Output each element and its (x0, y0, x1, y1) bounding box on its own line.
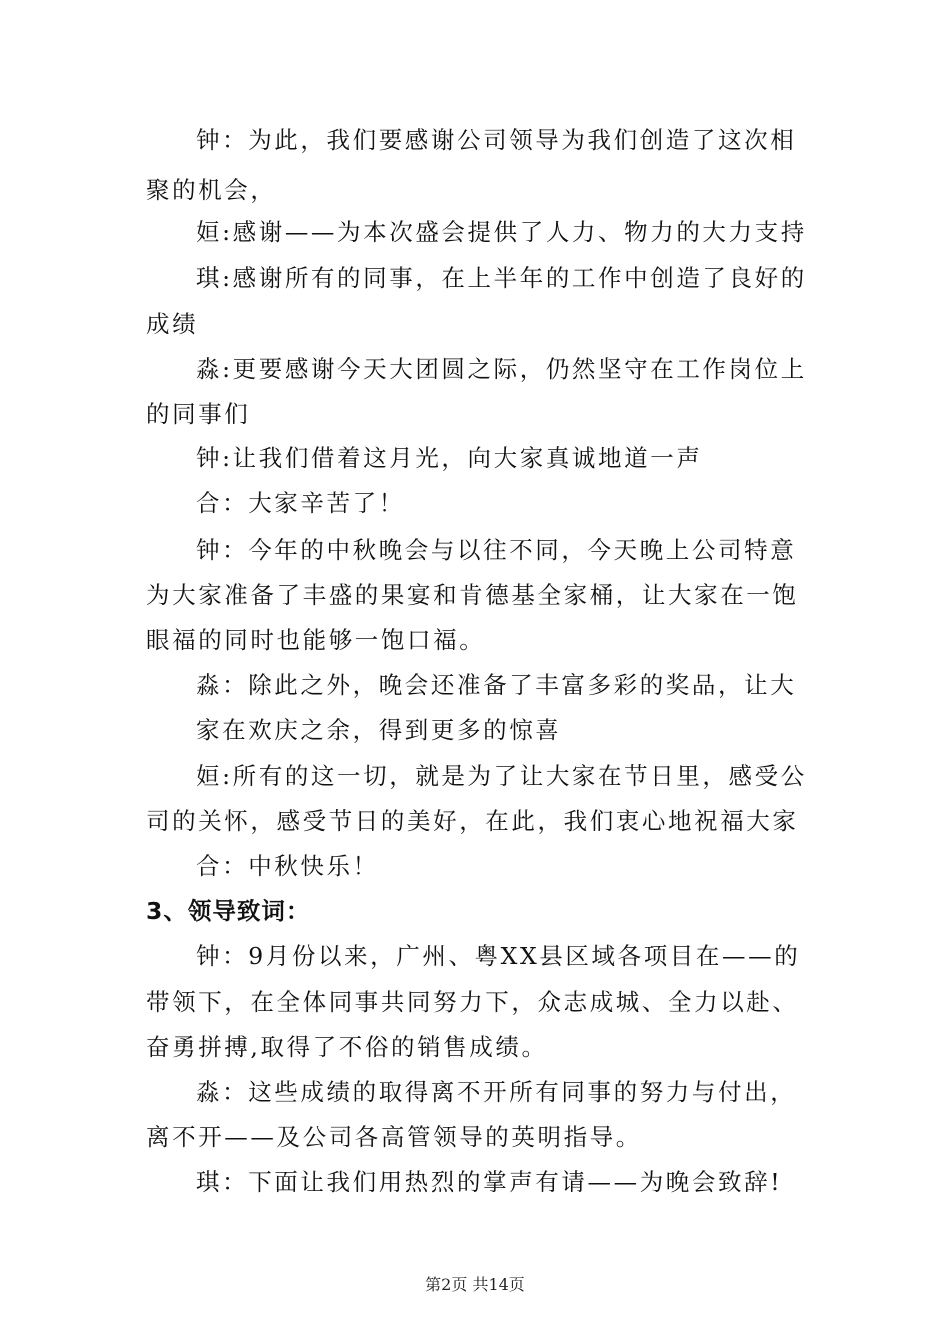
paragraph-line: 奋勇拼搏,取得了不俗的销售成绩。 (146, 1033, 548, 1061)
paragraph-line: 琪：下面让我们用热烈的掌声有请——为晚会致辞! (196, 1168, 783, 1196)
paragraph-line: 带领下，在全体同事共同努力下，众志成城、全力以赴、 (146, 988, 799, 1016)
paragraph-line: 钟：9月份以来，广州、粤XX县区域各项目在——的 (196, 942, 801, 970)
section-heading: 3、领导致词： (146, 897, 311, 925)
paragraph-line: 家在欢庆之余，得到更多的惊喜 (196, 716, 562, 744)
paragraph-line: 钟：为此，我们要感谢公司领导为我们创造了这次相 (196, 126, 797, 154)
paragraph-line: 淼：除此之外，晚会还准备了丰富多彩的奖品，让大 (196, 671, 797, 699)
paragraph-line: 合：大家辛苦了！ (196, 489, 405, 517)
paragraph-line: 琪:感谢所有的同事，在上半年的工作中创造了良好的 (196, 264, 807, 292)
paragraph-line: 合：中秋快乐！ (196, 852, 379, 880)
paragraph-line: 眼福的同时也能够一饱口福。 (146, 626, 486, 654)
paragraph-line: 淼：这些成绩的取得离不开所有同事的努力与付出， (196, 1078, 797, 1106)
paragraph-line: 离不开——及公司各高管领导的英明指导。 (146, 1123, 642, 1151)
paragraph-line: 钟:让我们借着这月光，向大家真诚地道一声 (196, 444, 703, 472)
paragraph-line: 姮:所有的这一切，就是为了让大家在节日里，感受公 (196, 762, 807, 790)
paragraph-line: 成绩 (146, 310, 199, 338)
paragraph-line: 淼:更要感谢今天大团圆之际，仍然坚守在工作岗位上 (196, 355, 807, 383)
paragraph-line: 为大家准备了丰盛的果宴和肯德基全家桶，让大家在一饱 (146, 581, 799, 609)
paragraph-line: 司的关怀，感受节日的美好，在此，我们衷心地祝福大家 (146, 807, 799, 835)
paragraph-line: 钟：今年的中秋晚会与以往不同，今天晚上公司特意 (196, 536, 797, 564)
page-footer: 第2页 共14页 (425, 1275, 525, 1294)
paragraph-line: 姮:感谢——为本次盛会提供了人力、物力的大力支持 (196, 218, 807, 246)
paragraph-line: 聚的机会， (146, 176, 277, 204)
paragraph-line: 的同事们 (146, 400, 251, 428)
